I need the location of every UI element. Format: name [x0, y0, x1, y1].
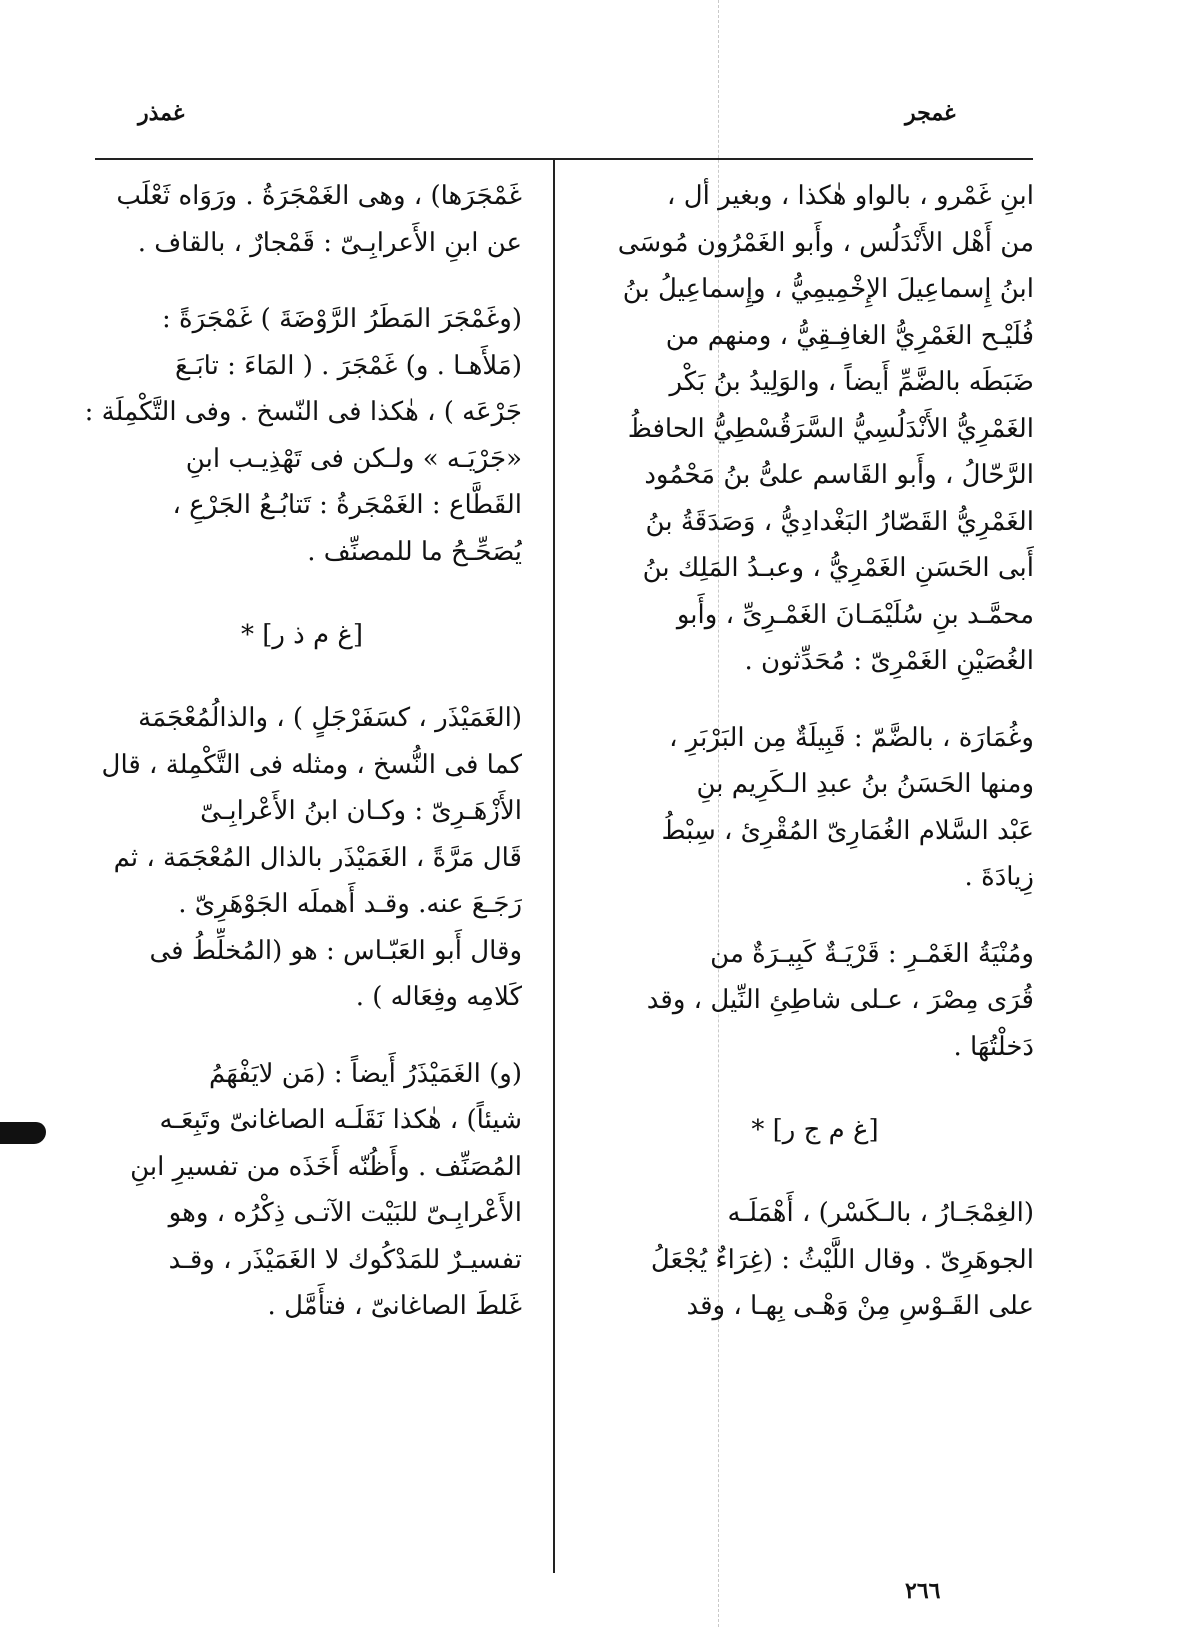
header-rule [95, 158, 1033, 160]
text-line: كما فى النُّسخ ، ومثله فى التَّكْمِلة ، قال [101, 749, 522, 780]
text-line: «جَرْيَـه » ولـكن فى تَهْذِيـب ابنِ [185, 443, 522, 474]
text-line: (الغِمْجَـارُ ، بالـكَسْر) ، أَهْمَلَـه [727, 1198, 1034, 1228]
text-line: رَجَـعَ عنه. وقـد أَهملَه الجَوْهَرِىّ . [178, 889, 522, 919]
entry-paragraph [82, 296, 522, 575]
text-line: ومُنْيَةُ الغَمْـرِ : قَرْيَـةٌ كَبِيـرَةٌ من [710, 938, 1034, 969]
text-line: غَلطَ الصاغانىّ ، فتأَمَّل . [267, 1291, 522, 1321]
text-line: الأَزْهَـرِىّ : وكـان ابنُ الأَعْرابِـىّ [200, 796, 522, 826]
header-left-word: غمذر [138, 100, 185, 126]
column-divider [553, 160, 555, 1573]
margin-mark [0, 1122, 46, 1144]
text-line: (مَلأَهـا . و) غَمْجَرَ . ( المَاءَ : تابَـعَ [174, 350, 522, 381]
text-line: ابنِ غَمْرو ، بالواو هٰكذا ، وبغير أل ، [667, 181, 1034, 211]
right-column [596, 173, 1034, 1330]
text-line: وغُمَارَة ، بالضَّمّ : قَبِيلَةٌ مِن البَرْبَرِ ، [669, 722, 1034, 753]
entry-paragraph [82, 695, 522, 1021]
entry-paragraph [596, 173, 1034, 685]
text-line: (و) الغَمَيْذَرُ أَيضاً : (مَن لايَفْهَمُ [209, 1058, 522, 1089]
text-line: أَبى الحَسَنِ الغَمْرِيُّ ، وعبـدُ المَلِك بنُ [642, 553, 1034, 583]
text-line: الجوهَرِىّ . وقال اللَّيْثُ : (غِرَاءٌ يُجْعَلُ [650, 1244, 1034, 1275]
text-line: ومنها الحَسَنُ بنُ عبدِ الـكَرِيم بنِ [696, 769, 1034, 799]
entry-heading: [غ م ج ر] * [751, 1115, 879, 1145]
text-line: القَطَّاع : الغَمْجَرةُ : تَتابُـعُ الجَرْعِ ، [172, 490, 522, 520]
text-line: يُصَحِّـحُ ما للمصنِّف . [307, 536, 522, 567]
header-right-word: غمجر [905, 100, 956, 126]
entry-paragraph [596, 1190, 1034, 1330]
text-line: (وغَمْجَرَ المَطَرُ الرَّوْضَةَ ) غَمْجَرَةً : [162, 304, 522, 334]
text-line: قَال مَرَّةً ، الغَمَيْذَر بالذال المُعْجَمَة ، ثم [113, 842, 522, 873]
page-number: ٢٦٦ [905, 1578, 941, 1604]
text-line: وقال أَبو العَبّـاس : هو (المُخلِّطُ فى [149, 935, 522, 966]
text-line: الغَمْرِيُّ القَصّارُ البَغْدادِيُّ ، وَصَدَقَةُ بنُ [645, 506, 1034, 537]
text-line: تفسيـرٌ للمَدْكُوك لا الغَمَيْذَر ، وقـد [168, 1244, 522, 1275]
text-line: المُصَنِّف . وأَظُنّه أَخَذَه من تفسيرِ ابنِ [130, 1151, 522, 1182]
text-line: عن ابنِ الأَعرابِـىّ : قَمْجارٌ ، بالقاف . [137, 227, 522, 258]
text-line: جَرْعَه ) ، هٰكذا فى النّسخ . وفى التَّكْمِلَة : [84, 397, 522, 427]
text-line: الأَعْرابِـىّ للبَيْت الآتـى ذِكْرُه ، وهو [168, 1198, 522, 1228]
text-line: قُرَى مِصْرَ ، عـلى شاطِئِ النِّيل ، وقد [646, 985, 1034, 1015]
entry-paragraph [82, 173, 522, 266]
text-line: شيئاً) ، هٰكذا نَقَلَـه الصاغانىّ وتَبِعَـه [159, 1105, 522, 1135]
entry-paragraph [82, 1051, 522, 1330]
text-line: (الغَمَيْذَر ، كسَفَرْجَلٍ ) ، والذالُمُعْجَمَة [138, 703, 522, 733]
text-line: دَخلْتُهَا . [953, 1031, 1034, 1062]
text-line: زِيادَةَ . [964, 862, 1034, 892]
text-line: فُلَيْـح الغَمْرِيُّ الغافِـقِيُّ ، ومنهم من [665, 320, 1034, 351]
text-line: الغُصَيْنِ الغَمْرِىّ : مُحَدِّثون . [744, 646, 1034, 676]
text-line: ابنُ إِسماعِيلَ الإِخْمِيمِيُّ ، وإِسماعِيلُ بنُ [622, 274, 1034, 304]
text-line: غَمْجَرَها) ، وهى الغَمْجَرَةُ . ورَوَاه ثَعْلَب [116, 181, 522, 211]
entry-heading: [غ م ذ ر] * [240, 620, 364, 650]
entry-paragraph [596, 931, 1034, 1071]
text-line: محمَّـد بنِ سُلَيْمَـانَ الغَمْـرِىِّ ، وأَبو [676, 599, 1034, 630]
text-line: ضَبَطَه بالضَّمِّ أَيضاً ، والوَلِيدُ بنُ بَكْر [669, 367, 1034, 397]
text-line: الرَّحّالُ ، وأَبو القَاسم علىُّ بنُ مَحْمُود [644, 460, 1034, 490]
text-line: على القَـوْسِ مِنْ وَهْـى بِهـا ، وقد [686, 1291, 1034, 1321]
text-line: عَبْد السَّلام الغُمَارِىّ المُقْرِئ ، سِبْطُ [661, 815, 1034, 846]
left-column [82, 173, 522, 1330]
entry-paragraph [596, 715, 1034, 901]
text-line: من أَهْل الأَنْدَلُس ، وأَبو الغَمْرُون مُوسَى [617, 227, 1034, 258]
text-line: كَلامِه وفِعَاله ) . [355, 982, 522, 1012]
text-line: الغَمْرِيُّ الأَنْدَلُسِيُّ السَّرَقُسْطِيُّ الحافظُ [627, 413, 1034, 444]
